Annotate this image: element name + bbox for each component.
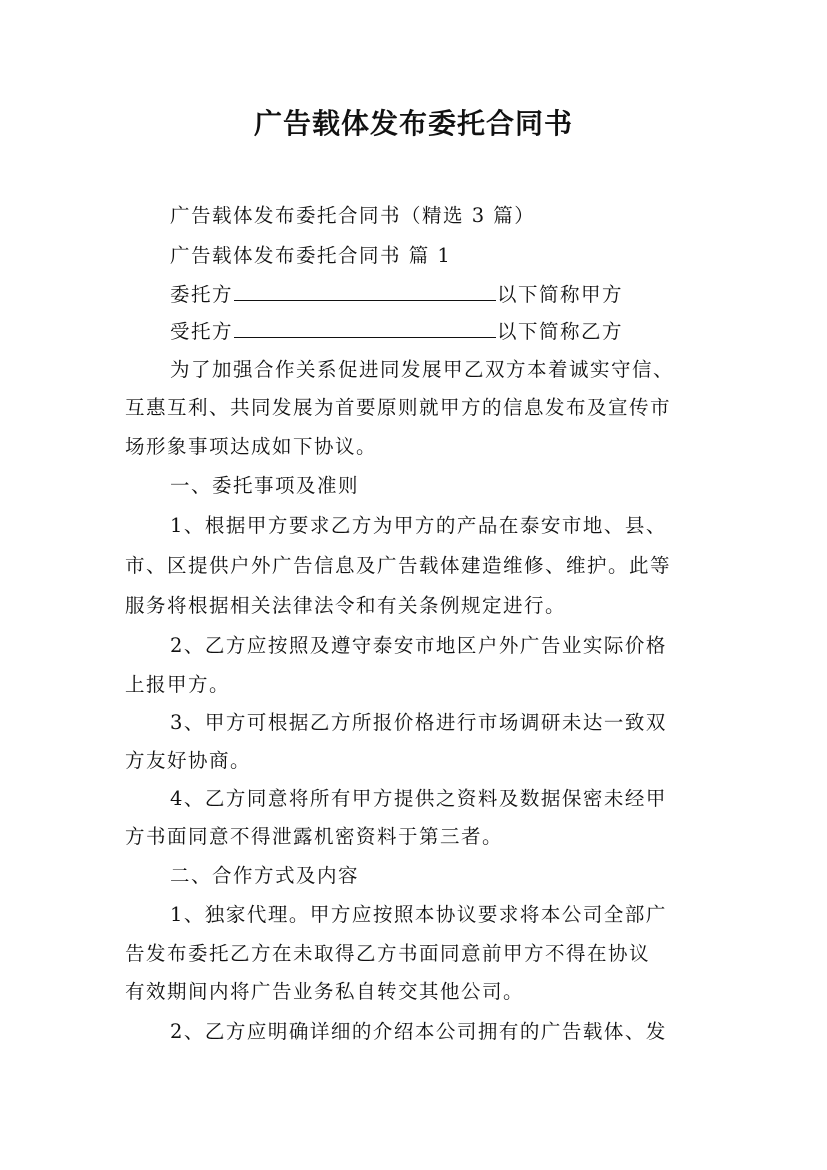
party-b-blank (234, 320, 496, 338)
body-line: 告发布委托乙方在未取得乙方书面同意前甲方不得在协议 (125, 942, 651, 965)
body-line: 互惠互利、共同发展为首要原则就甲方的信息发布及宣传市 (125, 396, 672, 419)
body-line: 2、乙方应明确详细的介绍本公司拥有的广告载体、发 (170, 1020, 667, 1043)
body-line: 为了加强合作关系促进同发展甲乙双方本着诚实守信、 (170, 358, 675, 381)
party-b-label: 受托方 (170, 320, 234, 343)
body-line: 上报甲方。 (125, 673, 231, 696)
page-title: 广告载体发布委托合同书 (253, 107, 573, 140)
body-line: 3、甲方可根据乙方所报价格进行市场调研未达一致双 (170, 711, 667, 734)
body-line: 方友好协商。 (125, 749, 252, 772)
section-heading: 二、合作方式及内容 (170, 864, 360, 887)
body-line: 方书面同意不得泄露机密资料于第三者。 (125, 825, 504, 848)
body-line: 场形象事项达成如下协议。 (125, 435, 378, 458)
body-line: 服务将根据相关法律法令和有关条例规定进行。 (125, 594, 567, 617)
chapter-heading: 广告载体发布委托合同书 篇 1 (170, 244, 452, 267)
section-heading: 一、委托事项及准则 (170, 474, 360, 497)
party-a-suffix: 以下简称甲方 (497, 283, 624, 306)
body-line: 2、乙方应按照及遵守泰安市地区户外广告业实际价格 (170, 634, 667, 657)
body-line: 1、独家代理。甲方应按照本协议要求将本公司全部广 (170, 903, 667, 926)
party-a-label: 委托方 (170, 283, 234, 306)
document-subtitle: 广告载体发布委托合同书（精选 3 篇） (170, 204, 536, 227)
party-b-line (170, 316, 715, 344)
body-line: 4、乙方同意将所有甲方提供之资料及数据保密未经甲 (170, 787, 667, 810)
party-a-blank (234, 283, 496, 301)
body-line: 1、根据甲方要求乙方为甲方的产品在泰安市地、县、 (170, 514, 667, 537)
body-line: 市、区提供户外广告信息及广告载体建造维修、维护。此等 (125, 554, 672, 577)
body-line: 有效期间内将广告业务私自转交其他公司。 (125, 980, 525, 1003)
party-b-suffix: 以下简称乙方 (497, 320, 624, 343)
party-a-line (170, 279, 715, 307)
